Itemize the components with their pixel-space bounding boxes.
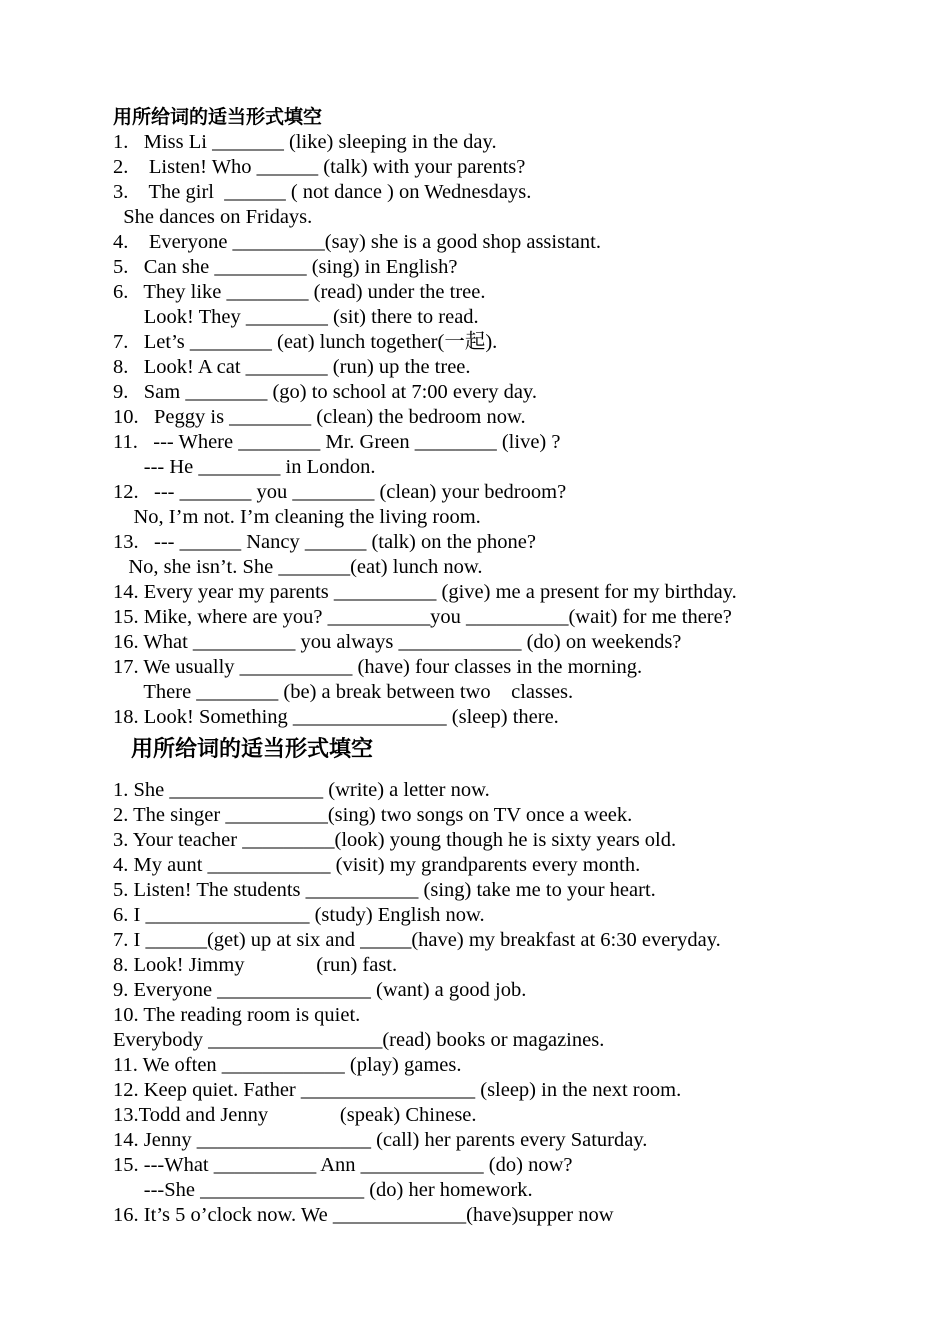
s1-line-4: She dances on Fridays. [113, 206, 313, 228]
s1-line-6: 5. Can she _________ (sing) in English? [113, 256, 458, 278]
s2-line-12: 11. We often ____________ (play) games. [113, 1054, 462, 1076]
s1-line-10: 8. Look! A cat ________ (run) up the tree. [113, 356, 471, 378]
s2-line-11: Everybody _________________(read) books or magazines. [113, 1029, 605, 1051]
s1-line-23: There ________ (be) a break between two classes. [113, 681, 574, 703]
s1-line-20: 15. Mike, where are you? __________you __________(wait) for me there? [113, 606, 732, 628]
s2-line-6: 6. I ________________ (study) English now. [113, 904, 485, 926]
s1-line-17: 13. --- ______ Nancy ______ (talk) on the phone? [113, 531, 536, 553]
s1-line-19: 14. Every year my parents __________ (give) me a present for my birthday. [113, 581, 737, 603]
s2-line-9: 9. Everyone _______________ (want) a good job. [113, 979, 527, 1001]
s1-line-16: No, I’m not. I’m cleaning the living room. [113, 506, 481, 528]
s1-line-9: 7. Let’s ________ (eat) lunch together(一起). [113, 331, 498, 353]
s2-line-16: 15. ---What __________ Ann ____________ (do) now? [113, 1154, 573, 1176]
s1-line-3: 3. The girl ______ ( not dance ) on Wednesdays. [113, 181, 532, 203]
s1-line-21: 16. What __________ you always ____________ (do) on weekends? [113, 631, 682, 653]
s1-line-22: 17. We usually ___________ (have) four classes in the morning. [113, 656, 643, 678]
s1-line-14: --- He ________ in London. [113, 456, 376, 478]
s1-line-11: 9. Sam ________ (go) to school at 7:00 every day. [113, 381, 537, 403]
s1-line-1: 1. Miss Li _______ (like) sleeping in the day. [113, 131, 497, 153]
s2-line-4: 4. My aunt ____________ (visit) my grandparents every month. [113, 854, 641, 876]
s2-line-3: 3. Your teacher _________(look) young though he is sixty years old. [113, 829, 677, 851]
s1-line-12: 10. Peggy is ________ (clean) the bedroom now. [113, 406, 526, 428]
s2-line-14: 13.Todd and Jenny (speak) Chinese. [113, 1104, 477, 1126]
section1-title: 用所给词的适当形式填空 [113, 106, 323, 128]
s2-line-7: 7. I ______(get) up at six and _____(have) my breakfast at 6:30 everyday. [113, 929, 721, 951]
s1-line-5: 4. Everyone _________(say) she is a good shop assistant. [113, 231, 601, 253]
s2-line-1: 1. She _______________ (write) a letter now. [113, 779, 490, 801]
s2-line-17: ---She ________________ (do) her homework. [113, 1179, 533, 1201]
s1-line-7: 6. They like ________ (read) under the tree. [113, 281, 486, 303]
s2-line-2: 2. The singer __________(sing) two songs on TV once a week. [113, 804, 633, 826]
s2-line-18: 16. It’s 5 o’clock now. We _____________(have)supper now [113, 1204, 614, 1226]
s2-line-15: 14. Jenny _________________ (call) her parents every Saturday. [113, 1129, 648, 1151]
s2-line-8: 8. Look! Jimmy (run) fast. [113, 954, 398, 976]
s1-line-13: 11. --- Where ________ Mr. Green ________ (live) ? [113, 431, 561, 453]
s1-line-24: 18. Look! Something _______________ (sleep) there. [113, 706, 559, 728]
s1-line-15: 12. --- _______ you ________ (clean) your bedroom? [113, 481, 567, 503]
s1-line-18: No, she isn’t. She _______(eat) lunch now. [113, 556, 483, 578]
s2-line-10: 10. The reading room is quiet. [113, 1004, 361, 1026]
section2-title: 用所给词的适当形式填空 [131, 737, 374, 762]
s2-line-5: 5. Listen! The students ___________ (sing) take me to your heart. [113, 879, 656, 901]
s1-line-8: Look! They ________ (sit) there to read. [113, 306, 479, 328]
s2-line-13: 12. Keep quiet. Father _________________ (sleep) in the next room. [113, 1079, 682, 1101]
s1-line-2: 2. Listen! Who ______ (talk) with your parents? [113, 156, 526, 178]
